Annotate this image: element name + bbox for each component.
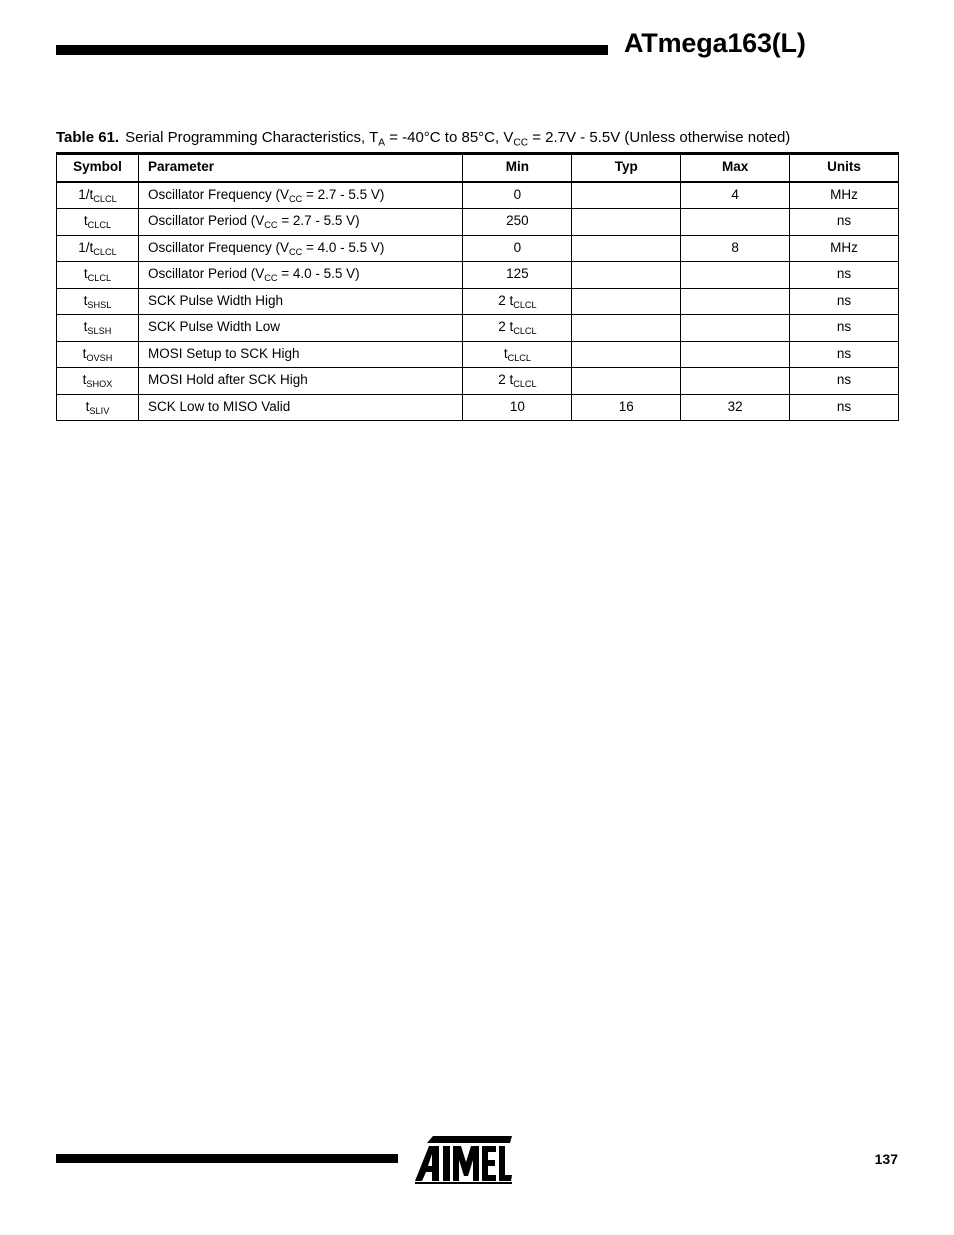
cell-parameter-text: SCK Pulse Width High (147, 292, 284, 308)
cell-parameter-text: MOSI Setup to SCK High (147, 345, 300, 361)
table-body (57, 182, 899, 421)
cell-symbol-text: 1/t (78, 186, 94, 202)
cell-max (681, 315, 790, 342)
column-header-typ: Typ (572, 154, 681, 182)
cell-parameter-text: SCK Pulse Width Low (147, 319, 281, 335)
table-caption (56, 129, 791, 149)
cell-typ (572, 394, 681, 421)
cell-typ (572, 209, 681, 236)
cell-max (681, 182, 790, 209)
cell-max (681, 288, 790, 315)
cell-min (463, 315, 572, 342)
cell-units (790, 315, 899, 342)
cell-units (790, 394, 899, 421)
cell-max (681, 235, 790, 262)
cell-typ (572, 182, 681, 209)
cell-min-text: 10 (509, 398, 525, 414)
cell-min-subscript: CLCL (513, 300, 537, 311)
serial-programming-table (56, 152, 899, 421)
cell-typ (572, 368, 681, 395)
cell-min-text: t (503, 345, 508, 361)
cell-symbol-text: t (85, 398, 90, 414)
cell-parameter (138, 288, 463, 315)
table-row (57, 288, 899, 315)
column-header-symbol: Symbol (57, 154, 139, 182)
cell-parameter-text: = 4.0 - 5.5 V) (277, 266, 360, 282)
cell-max-text: 4 (731, 186, 739, 202)
cell-symbol (57, 341, 139, 368)
cell-parameter-text: MOSI Hold after SCK High (147, 372, 308, 388)
cell-symbol-subscript: SLSH (87, 326, 112, 337)
cell-max (681, 394, 790, 421)
cell-units-text: ns (836, 372, 852, 388)
cell-typ (572, 288, 681, 315)
cell-min (463, 209, 572, 236)
cell-min-text: 125 (506, 266, 529, 282)
cell-min (463, 262, 572, 289)
table-row (57, 368, 899, 395)
cell-min (463, 341, 572, 368)
cell-symbol-subscript: SHSL (87, 300, 112, 311)
cell-symbol-subscript: CLCL (93, 247, 117, 258)
cell-units (790, 182, 899, 209)
cell-parameter-text: = 4.0 - 5.5 V) (302, 239, 385, 255)
cell-symbol (57, 315, 139, 342)
cell-units-text: ns (836, 213, 852, 229)
cell-symbol-subscript: CLCL (93, 194, 117, 205)
cell-min-text: 2 t (498, 319, 514, 335)
table-row (57, 182, 899, 209)
caption-text: Serial Programming Characteristics, T (125, 129, 379, 146)
cell-parameter (138, 182, 463, 209)
page-number: 137 (874, 1151, 898, 1167)
caption-text: = 2.7V - 5.5V (Unless otherwise noted) (528, 129, 791, 146)
cell-symbol-text: t (82, 345, 87, 361)
cell-min (463, 235, 572, 262)
cell-parameter-text: Oscillator Period (V (147, 213, 265, 229)
cell-min-text: 0 (513, 239, 522, 255)
table-header-row (57, 154, 899, 182)
cell-symbol-subscript: SHOX (86, 379, 113, 390)
table-row (57, 315, 899, 342)
cell-parameter-subscript: CC (264, 220, 278, 231)
cell-parameter-text: = 2.7 - 5.5 V) (302, 186, 385, 202)
table-row (57, 209, 899, 236)
cell-units-text: MHz (830, 239, 858, 255)
cell-units-text: ns (836, 345, 852, 361)
cell-units (790, 368, 899, 395)
caption-subscript: CC (513, 137, 529, 149)
atmel-logo (413, 1136, 513, 1184)
caption-text: = -40°C to 85°C, V (385, 129, 514, 146)
table-label: Table 61. (56, 129, 120, 146)
table-row (57, 262, 899, 289)
cell-min (463, 182, 572, 209)
cell-min-text: 250 (506, 213, 529, 229)
cell-typ-text: 16 (618, 398, 634, 414)
cell-units-text: ns (836, 266, 852, 282)
column-header-units: Units (790, 154, 899, 182)
cell-parameter-subscript: CC (289, 194, 303, 205)
cell-symbol (57, 262, 139, 289)
cell-units-text: ns (836, 319, 852, 335)
cell-units-text: ns (836, 292, 852, 308)
cell-parameter (138, 394, 463, 421)
cell-units-text: MHz (830, 186, 858, 202)
column-header-parameter: Parameter (138, 154, 463, 182)
cell-units (790, 262, 899, 289)
cell-max (681, 262, 790, 289)
cell-min (463, 368, 572, 395)
cell-parameter (138, 235, 463, 262)
cell-parameter (138, 209, 463, 236)
cell-symbol-subscript: SLIV (89, 406, 110, 417)
cell-symbol-text: t (83, 266, 88, 282)
cell-parameter (138, 315, 463, 342)
cell-symbol (57, 368, 139, 395)
cell-min-subscript: CLCL (507, 353, 532, 364)
cell-symbol-text: 1/t (78, 239, 94, 255)
cell-parameter (138, 368, 463, 395)
cell-parameter-subscript: CC (289, 247, 303, 258)
cell-min-text: 0 (513, 186, 522, 202)
cell-max-text: 32 (727, 398, 743, 414)
cell-symbol (57, 182, 139, 209)
cell-units (790, 235, 899, 262)
cell-typ (572, 235, 681, 262)
cell-max (681, 209, 790, 236)
cell-parameter-subscript: CC (264, 273, 278, 284)
cell-symbol-text: t (83, 292, 88, 308)
table-row (57, 235, 899, 262)
cell-symbol-subscript: CLCL (87, 273, 112, 284)
cell-symbol-text: t (83, 213, 88, 229)
cell-symbol-text: t (82, 372, 87, 388)
cell-parameter-text: Oscillator Frequency (V (147, 186, 290, 202)
cell-symbol-subscript: CLCL (87, 220, 112, 231)
cell-typ (572, 341, 681, 368)
cell-units (790, 341, 899, 368)
cell-max (681, 341, 790, 368)
cell-parameter (138, 262, 463, 289)
cell-units (790, 288, 899, 315)
cell-units-text: ns (836, 398, 852, 414)
cell-symbol (57, 209, 139, 236)
cell-parameter (138, 341, 463, 368)
header-rule (56, 45, 608, 55)
cell-parameter-text: Oscillator Period (V (147, 266, 265, 282)
cell-max (681, 368, 790, 395)
table-row (57, 394, 899, 421)
cell-parameter-text: SCK Low to MISO Valid (147, 398, 291, 414)
table-caption-text (125, 129, 791, 149)
caption-subscript: A (378, 137, 386, 149)
cell-typ (572, 315, 681, 342)
cell-min (463, 288, 572, 315)
cell-symbol-text: t (83, 319, 88, 335)
cell-symbol-subscript: OVSH (86, 353, 113, 364)
table-row (57, 341, 899, 368)
cell-max-text: 8 (731, 239, 739, 255)
cell-symbol (57, 235, 139, 262)
column-header-max: Max (681, 154, 790, 182)
document-title: ATmega163(L) (624, 28, 806, 58)
cell-symbol (57, 394, 139, 421)
cell-min-text: 2 t (498, 292, 514, 308)
cell-parameter-text: = 2.7 - 5.5 V) (277, 213, 360, 229)
cell-min-text: 2 t (498, 372, 514, 388)
cell-min-subscript: CLCL (513, 326, 537, 337)
cell-typ (572, 262, 681, 289)
cell-min (463, 394, 572, 421)
cell-symbol (57, 288, 139, 315)
footer-rule (56, 1154, 398, 1163)
cell-units (790, 209, 899, 236)
cell-min-subscript: CLCL (513, 379, 537, 390)
cell-parameter-text: Oscillator Frequency (V (147, 239, 290, 255)
column-header-min: Min (463, 154, 572, 182)
